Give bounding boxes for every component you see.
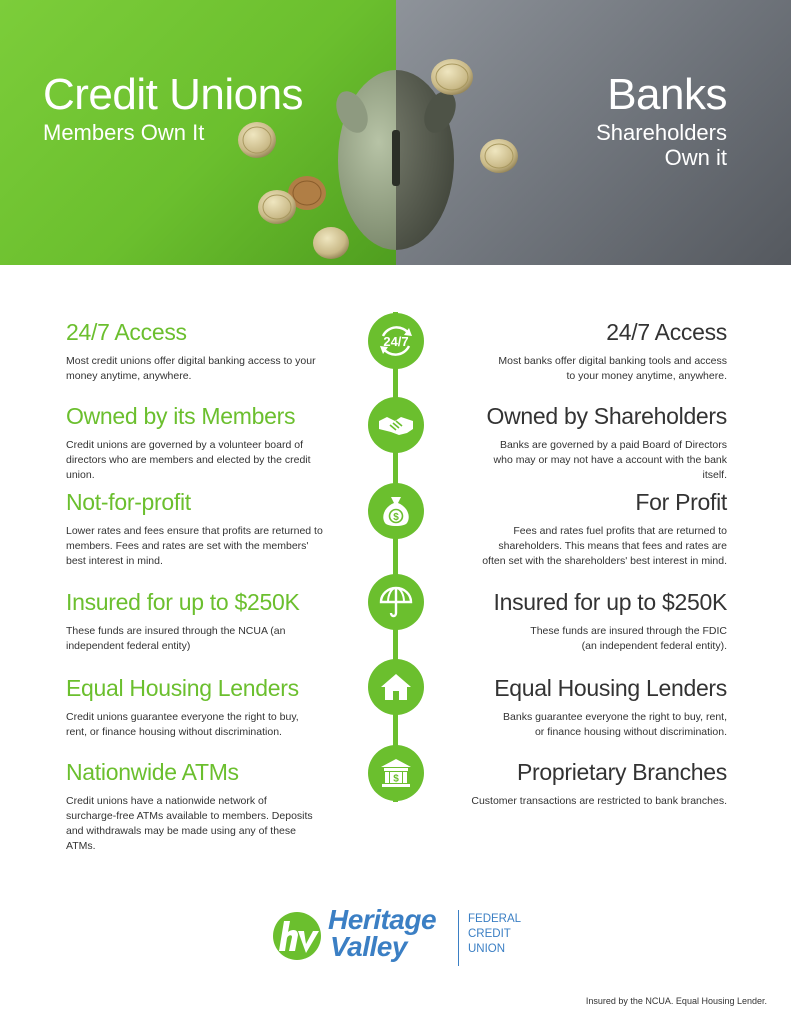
- bank-feature-title: Proprietary Branches: [516, 759, 727, 785]
- heritage-valley-logo: [270, 904, 530, 974]
- credit-unions-heading: [43, 70, 303, 145]
- footnote-disclaimer: Insured by the NCUA. Equal Housing Lender.: [585, 996, 767, 1006]
- bank-feature-description: Banks guarantee everyone the right to buy, rent, or finance housing without discrimination.: [503, 711, 727, 738]
- cu-feature-title: Not-for-profit: [66, 489, 191, 515]
- center-timeline-line: [393, 312, 398, 802]
- hero-banner: [0, 0, 791, 265]
- bank-feature-description: Fees and rates fuel profits that are returned to shareholders. This means that fees and rates are often set with the shareholders' best interest in mind.: [482, 525, 727, 567]
- federal-credit-union-label: [468, 912, 521, 957]
- svg-text:24/7: 24/7: [383, 334, 409, 349]
- cu-feature-title: Insured for up to $250K: [66, 589, 300, 615]
- banks-heading: [567, 70, 727, 170]
- cu-feature-description: Credit unions guarantee everyone the right to buy, rent, or finance housing without discrimination.: [66, 711, 299, 738]
- cu-feature-title: Equal Housing Lenders: [66, 675, 299, 701]
- bank-feature-title: Owned by Shareholders: [486, 403, 727, 429]
- brand-line-heritage: Heritage: [328, 904, 437, 935]
- bank-building-icon: [368, 745, 424, 801]
- credit-unions-title: Credit Unions: [43, 70, 304, 119]
- bank-feature-description: Banks are governed by a paid Board of Directors who may or may not have a account with the bank itself.: [493, 439, 727, 481]
- cu-feature-title: Nationwide ATMs: [66, 759, 239, 785]
- fcu-line-credit: CREDIT: [468, 928, 511, 940]
- bank-row-branches: [427, 758, 727, 809]
- logo-divider: [458, 910, 459, 966]
- bank-feature-description: Most banks offer digital banking tools and access to your money anytime, anywhere.: [498, 355, 727, 382]
- credit-unions-subtitle: Members Own It: [43, 120, 205, 145]
- house-icon: [368, 659, 424, 715]
- cu-row-access: [66, 318, 366, 384]
- svg-text:$: $: [393, 773, 399, 785]
- money-bag-icon: [368, 483, 424, 539]
- brand-line-valley: Valley: [330, 931, 407, 962]
- bank-row-housing: [427, 674, 727, 740]
- bank-feature-title: Insured for up to $250K: [493, 589, 727, 615]
- bank-feature-title: Equal Housing Lenders: [494, 675, 727, 701]
- cu-row-atms: [66, 758, 366, 854]
- bank-row-insurance: [427, 588, 727, 654]
- banks-title: Banks: [607, 70, 727, 119]
- brand-name: [328, 906, 436, 960]
- bank-feature-title: 24/7 Access: [606, 319, 727, 345]
- cu-feature-title: 24/7 Access: [66, 319, 187, 345]
- bank-feature-title: For Profit: [635, 489, 727, 515]
- fcu-line-union: UNION: [468, 943, 506, 955]
- cu-row-profit: [66, 488, 366, 569]
- cu-feature-description: Credit unions are governed by a volunteer board of directors who are members and elected by the credit union.: [66, 439, 311, 481]
- hv-logo-mark-icon: [270, 907, 324, 965]
- bank-row-ownership: [427, 402, 727, 483]
- bank-row-access: [427, 318, 727, 384]
- banks-subtitle: Shareholders Own it: [596, 120, 727, 170]
- bank-row-profit: [427, 488, 727, 569]
- cu-feature-description: Credit unions have a nationwide network of surcharge-free ATMs available to members. Deposits and withdrawals may be made using any of these ATMs.: [66, 795, 313, 852]
- cu-feature-title: Owned by its Members: [66, 403, 296, 429]
- fcu-line-federal: FEDERAL: [468, 913, 522, 925]
- cu-row-housing: [66, 674, 366, 740]
- bank-feature-description: These funds are insured through the FDIC (an independent federal entity).: [530, 625, 727, 652]
- handshake-icon: [368, 397, 424, 453]
- cu-row-ownership: [66, 402, 366, 483]
- cu-feature-description: Most credit unions offer digital banking access to your money anytime, anywhere.: [66, 355, 316, 382]
- svg-text:$: $: [393, 512, 399, 523]
- umbrella-icon: [368, 574, 424, 630]
- 24-7-icon: [368, 313, 424, 369]
- bank-feature-description: Customer transactions are restricted to bank branches.: [471, 795, 727, 807]
- cu-feature-description: Lower rates and fees ensure that profits are returned to members. Fees and rates are set with the members' best interest in mind.: [66, 525, 323, 567]
- cu-feature-description: These funds are insured through the NCUA (an independent federal entity): [66, 625, 286, 652]
- cu-row-insurance: [66, 588, 366, 654]
